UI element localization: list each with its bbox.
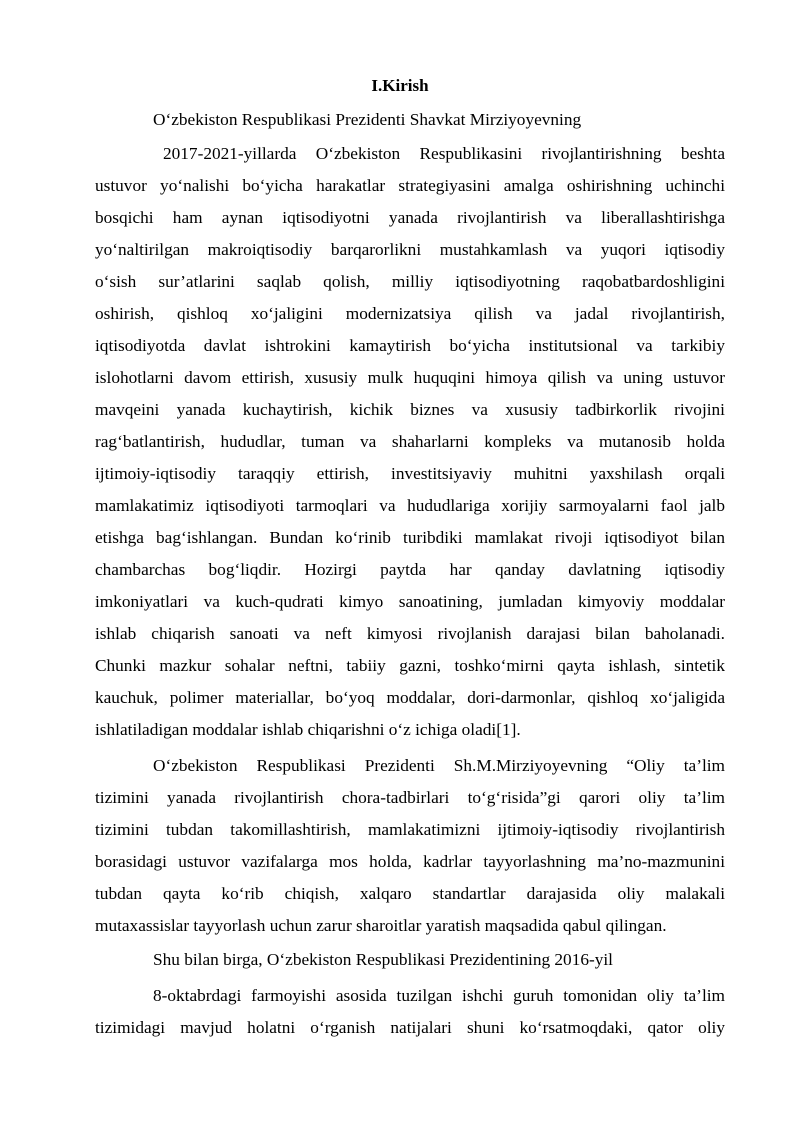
text-line: imkoniyatlari va kuch-qudrati kimyo sanoatining, jumladan kimyoviy moddalar: [95, 592, 725, 611]
text-line: O‘zbekiston Respublikasi Prezidenti Shavkat Mirziyoyevning: [153, 110, 582, 129]
text-line: bosqichi ham aynan iqtisodiyotni yanada rivojlantirish va liberallashtirishga: [95, 208, 725, 227]
text-line: tizimini tubdan takomillashtirish, mamlakatimizni ijtimoiy-iqtisodiy rivojlantirish: [95, 820, 725, 839]
text-line: borasidagi ustuvor vazifalarga mos holda, kadrlar tayyorlashning ma’no-mazmunini: [95, 852, 725, 871]
text-line: kauchuk, polimer materiallar, bo‘yoq moddalar, dori-darmonlar, qishloq xo‘jaligida: [95, 688, 725, 707]
text-line: o‘sish sur’atlarini saqlab qolish, milliy iqtisodiyotning raqobatbardoshligini: [95, 272, 725, 291]
text-line: 2017-2021-yillarda O‘zbekiston Respublikasini rivojlantirishning beshta: [163, 144, 725, 163]
text-line: etishga bag‘ishlangan. Bundan ko‘rinib turibdiki mamlakat rivoji iqtisodiyot bilan: [95, 528, 725, 547]
text-line: chambarchas bog‘liqdir. Hozirgi paytda har qanday davlatning iqtisodiy: [95, 560, 725, 579]
text-line: ishlatiladigan moddalar ishlab chiqarishni o‘z ichiga oladi[1].: [95, 720, 521, 739]
text-line: ustuvor yo‘nalishi bo‘yicha harakatlar strategiyasini amalga oshirishning uchinchi: [95, 176, 725, 195]
text-line: mutaxassislar tayyorlash uchun zarur sharoitlar yaratish maqsadida qabul qilingan.: [95, 916, 667, 935]
text-line: Shu bilan birga, O‘zbekiston Respublikasi Prezidentining 2016-yil: [153, 950, 613, 969]
text-line: islohotlarni davom ettirish, xususiy mulk huquqini himoya qilish va uning ustuvor: [95, 368, 725, 387]
text-line: ijtimoiy-iqtisodiy taraqqiy ettirish, investitsiyaviy muhitni yaxshilash orqali: [95, 464, 725, 483]
section-heading: I.Kirish: [371, 76, 429, 95]
text-line: ishlab chiqarish sanoati va neft kimyosi rivojlanish darajasi bilan baholanadi.: [95, 624, 725, 643]
text-line: mamlakatimiz iqtisodiyoti tarmoqlari va hududlariga xorijiy sarmoyalarni faol jalb: [95, 496, 725, 515]
text-line: iqtisodiyotda davlat ishtrokini kamaytirish bo‘yicha institutsional va tarkibiy: [95, 336, 725, 355]
text-line: yo‘naltirilgan makroiqtisodiy barqarorlikni mustahkamlash va yuqori iqtisodiy: [95, 240, 725, 259]
text-line: tizimidagi mavjud holatni o‘rganish natijalari shuni ko‘rsatmoqdaki, qator oliy: [95, 1018, 725, 1037]
text-line: tubdan qayta ko‘rib chiqish, xalqaro standartlar darajasida oliy malakali: [95, 884, 725, 903]
text-line: Chunki mazkur sohalar neftni, tabiiy gazni, toshko‘mirni qayta ishlash, sintetik: [95, 656, 725, 675]
text-line: tizimini yanada rivojlantirish chora-tadbirlari to‘g‘risida”gi qarori oliy ta’lim: [95, 788, 725, 807]
text-line: oshirish, qishloq xo‘jaligini modernizatsiya qilish va jadal rivojlantirish,: [95, 304, 725, 323]
text-line: 8-oktabrdagi farmoyishi asosida tuzilgan ishchi guruh tomonidan oliy ta’lim: [153, 986, 725, 1005]
text-line: mavqeini yanada kuchaytirish, kichik biznes va xususiy tadbirkorlik rivojini: [95, 400, 725, 419]
text-line: O‘zbekiston Respublikasi Prezidenti Sh.M.Mirziyoyevning “Oliy ta’lim: [153, 756, 725, 775]
text-line: rag‘batlantirish, hududlar, tuman va shaharlarni kompleks va mutanosib holda: [95, 432, 725, 451]
